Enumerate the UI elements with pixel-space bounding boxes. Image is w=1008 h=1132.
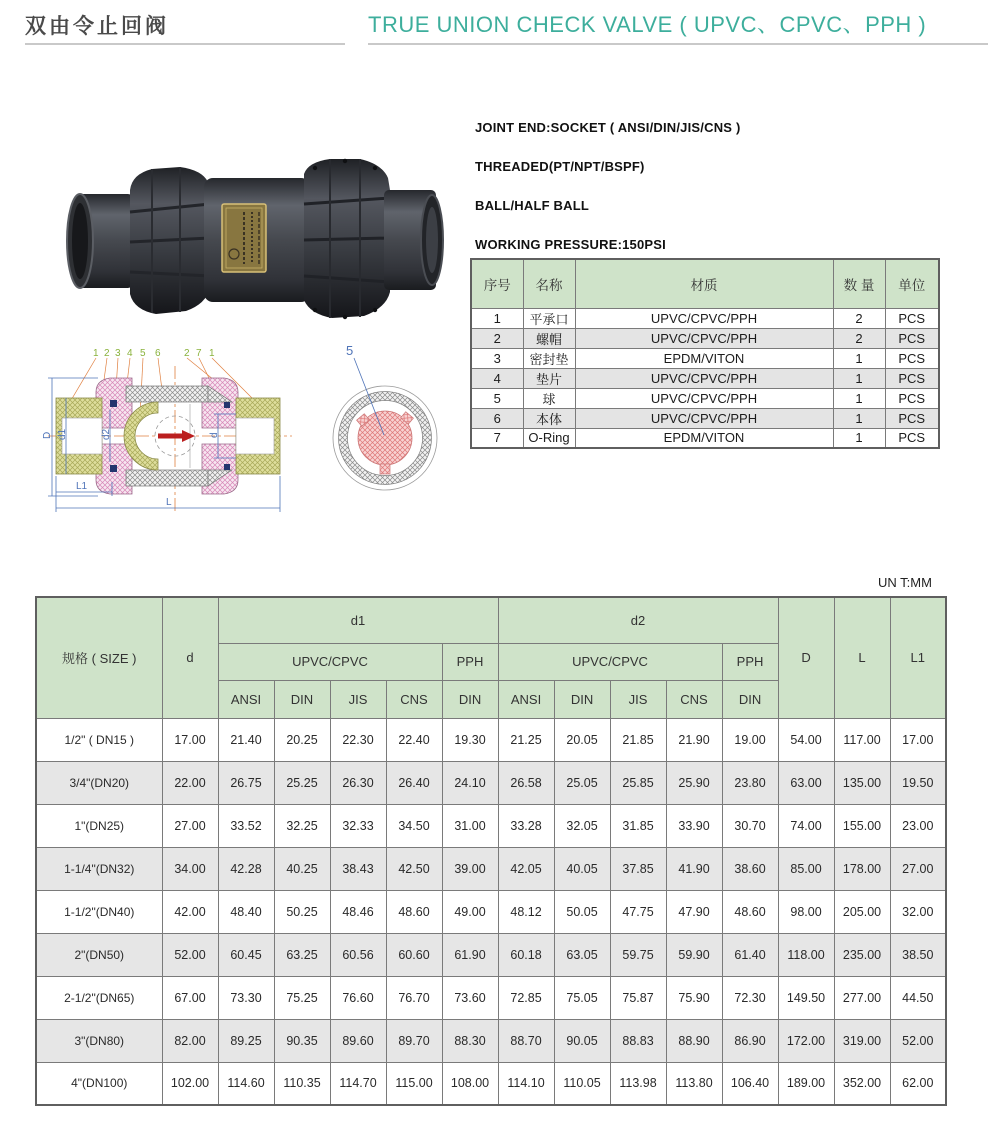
table-cell: 75.05 bbox=[554, 976, 610, 1019]
table-cell: 7 bbox=[471, 428, 523, 448]
parts-table-body bbox=[471, 308, 939, 448]
table-cell: 88.83 bbox=[610, 1019, 666, 1062]
part-number: 1 bbox=[93, 348, 99, 359]
table-cell: 319.00 bbox=[834, 1019, 890, 1062]
table-cell: 106.40 bbox=[722, 1062, 778, 1105]
table-cell: 33.52 bbox=[218, 804, 274, 847]
table-cell: 3"(DN80) bbox=[36, 1019, 162, 1062]
table-cell: 3 bbox=[471, 348, 523, 368]
standard-din-d1: DIN bbox=[274, 680, 330, 718]
table-cell: 34.00 bbox=[162, 847, 218, 890]
table-cell: UPVC/CPVC/PPH bbox=[575, 408, 833, 428]
column-header-size: 规格 ( SIZE ) bbox=[36, 597, 162, 718]
column-header-L1: L1 bbox=[890, 597, 946, 718]
table-cell: 38.43 bbox=[330, 847, 386, 890]
table-cell: 74.00 bbox=[778, 804, 834, 847]
table-cell: 平承口 bbox=[523, 308, 575, 328]
table-cell: 1-1/2"(DN40) bbox=[36, 890, 162, 933]
table-cell: 235.00 bbox=[834, 933, 890, 976]
table-cell: 54.00 bbox=[778, 718, 834, 761]
column-header-material: 材质 bbox=[575, 259, 833, 308]
page-title-chinese: 双由令止回阀 bbox=[25, 15, 169, 38]
unit-note: UN T:MM bbox=[878, 575, 932, 590]
table-cell: 114.70 bbox=[330, 1062, 386, 1105]
table-row bbox=[36, 933, 946, 976]
table-cell: 24.10 bbox=[442, 761, 498, 804]
table-cell: 1 bbox=[833, 368, 885, 388]
technical-drawing bbox=[40, 340, 470, 522]
table-cell: PCS bbox=[885, 388, 939, 408]
table-cell: 21.90 bbox=[666, 718, 722, 761]
table-cell: 19.00 bbox=[722, 718, 778, 761]
table-cell: 205.00 bbox=[834, 890, 890, 933]
table-cell: 98.00 bbox=[778, 890, 834, 933]
part-number: 1 bbox=[209, 348, 215, 359]
page-title-english: TRUE UNION CHECK VALVE ( UPVC、CPVC、PPH ) bbox=[368, 12, 927, 37]
part-number: 2 bbox=[104, 348, 110, 359]
table-cell: 60.18 bbox=[498, 933, 554, 976]
table-cell: 25.85 bbox=[610, 761, 666, 804]
table-cell: 75.25 bbox=[274, 976, 330, 1019]
table-cell: UPVC/CPVC/PPH bbox=[575, 328, 833, 348]
standard-ansi-d1: ANSI bbox=[218, 680, 274, 718]
table-row bbox=[36, 1019, 946, 1062]
table-row bbox=[36, 761, 946, 804]
spec-ball: BALL/HALF BALL bbox=[475, 198, 589, 213]
part-number: 7 bbox=[196, 348, 202, 359]
material-group-pph-d2: PPH bbox=[722, 643, 778, 680]
table-cell: 6 bbox=[471, 408, 523, 428]
column-header-unit: 单位 bbox=[885, 259, 939, 308]
table-cell: 17.00 bbox=[162, 718, 218, 761]
table-cell: 19.50 bbox=[890, 761, 946, 804]
table-cell: 22.30 bbox=[330, 718, 386, 761]
spec-working-pressure: WORKING PRESSURE:150PSI bbox=[475, 237, 666, 252]
table-cell: 86.90 bbox=[722, 1019, 778, 1062]
table-cell: 41.90 bbox=[666, 847, 722, 890]
table-row bbox=[36, 890, 946, 933]
title-underline-right bbox=[368, 43, 988, 45]
table-cell: 50.05 bbox=[554, 890, 610, 933]
column-header-no: 序号 bbox=[471, 259, 523, 308]
dim-d: d bbox=[209, 432, 220, 438]
photo-label bbox=[222, 204, 266, 272]
table-cell: 1/2" ( DN15 ) bbox=[36, 718, 162, 761]
table-cell: 42.00 bbox=[162, 890, 218, 933]
table-cell: 1 bbox=[471, 308, 523, 328]
table-cell: 90.35 bbox=[274, 1019, 330, 1062]
column-header-name: 名称 bbox=[523, 259, 575, 308]
table-cell: 49.00 bbox=[442, 890, 498, 933]
table-cell: 113.98 bbox=[610, 1062, 666, 1105]
part-number: 4 bbox=[127, 348, 133, 359]
table-cell: 螺帽 bbox=[523, 328, 575, 348]
table-cell: 102.00 bbox=[162, 1062, 218, 1105]
table-row bbox=[36, 847, 946, 890]
table-cell: UPVC/CPVC/PPH bbox=[575, 368, 833, 388]
valve-section-drawing bbox=[40, 340, 470, 522]
table-cell: 115.00 bbox=[386, 1062, 442, 1105]
end-view-callout: 5 bbox=[346, 343, 354, 358]
table-cell: 63.00 bbox=[778, 761, 834, 804]
dimension-table bbox=[35, 596, 947, 1106]
table-row bbox=[36, 1062, 946, 1105]
table-row bbox=[36, 718, 946, 761]
table-cell: 47.75 bbox=[610, 890, 666, 933]
table-cell: 48.40 bbox=[218, 890, 274, 933]
table-cell: 75.87 bbox=[610, 976, 666, 1019]
table-cell: 2"(DN50) bbox=[36, 933, 162, 976]
standard-din-pph-d1: DIN bbox=[442, 680, 498, 718]
parts-table-header-row bbox=[471, 259, 939, 308]
table-row bbox=[471, 308, 939, 328]
table-cell: 52.00 bbox=[162, 933, 218, 976]
part-number: 6 bbox=[155, 348, 161, 359]
table-cell: 23.80 bbox=[722, 761, 778, 804]
standard-jis-d1: JIS bbox=[330, 680, 386, 718]
table-cell: 26.58 bbox=[498, 761, 554, 804]
table-cell: 88.90 bbox=[666, 1019, 722, 1062]
table-cell: 76.70 bbox=[386, 976, 442, 1019]
table-cell: 19.30 bbox=[442, 718, 498, 761]
table-cell: 34.50 bbox=[386, 804, 442, 847]
table-cell: 48.46 bbox=[330, 890, 386, 933]
table-cell: PCS bbox=[885, 348, 939, 368]
valve-photo-illustration bbox=[60, 142, 445, 340]
table-cell: O-Ring bbox=[523, 428, 575, 448]
table-cell: 39.00 bbox=[442, 847, 498, 890]
table-row bbox=[471, 408, 939, 428]
table-cell: EPDM/VITON bbox=[575, 428, 833, 448]
table-cell: 33.28 bbox=[498, 804, 554, 847]
table-cell: 1 bbox=[833, 348, 885, 368]
table-cell: 1 bbox=[833, 408, 885, 428]
table-cell: 73.30 bbox=[218, 976, 274, 1019]
table-cell: 117.00 bbox=[834, 718, 890, 761]
column-header-L: L bbox=[834, 597, 890, 718]
standard-jis-d2: JIS bbox=[610, 680, 666, 718]
table-cell: 89.70 bbox=[386, 1019, 442, 1062]
table-cell: 3/4"(DN20) bbox=[36, 761, 162, 804]
table-cell: UPVC/CPVC/PPH bbox=[575, 388, 833, 408]
table-cell: 88.30 bbox=[442, 1019, 498, 1062]
table-row bbox=[36, 976, 946, 1019]
table-row bbox=[471, 368, 939, 388]
table-cell: 38.50 bbox=[890, 933, 946, 976]
dim-d2: d2 bbox=[101, 428, 112, 440]
column-header-D: D bbox=[778, 597, 834, 718]
table-cell: 118.00 bbox=[778, 933, 834, 976]
table-cell: UPVC/CPVC/PPH bbox=[575, 308, 833, 328]
table-cell: 40.25 bbox=[274, 847, 330, 890]
table-cell: 48.60 bbox=[386, 890, 442, 933]
table-cell: 42.50 bbox=[386, 847, 442, 890]
table-cell: 本体 bbox=[523, 408, 575, 428]
table-cell: 27.00 bbox=[162, 804, 218, 847]
part-number: 3 bbox=[115, 348, 121, 359]
table-cell: PCS bbox=[885, 368, 939, 388]
table-cell: 40.05 bbox=[554, 847, 610, 890]
table-cell: 178.00 bbox=[834, 847, 890, 890]
table-cell: 25.05 bbox=[554, 761, 610, 804]
table-cell: 89.25 bbox=[218, 1019, 274, 1062]
column-header-qty: 数 量 bbox=[833, 259, 885, 308]
table-cell: 63.25 bbox=[274, 933, 330, 976]
table-cell: 72.85 bbox=[498, 976, 554, 1019]
table-cell: 72.30 bbox=[722, 976, 778, 1019]
table-cell: 67.00 bbox=[162, 976, 218, 1019]
table-cell: 22.40 bbox=[386, 718, 442, 761]
part-number: 2 bbox=[184, 348, 190, 359]
table-cell: 1"(DN25) bbox=[36, 804, 162, 847]
table-cell: 密封垫 bbox=[523, 348, 575, 368]
table-cell: 63.05 bbox=[554, 933, 610, 976]
table-row bbox=[471, 328, 939, 348]
table-cell: PCS bbox=[885, 308, 939, 328]
standard-cns-d1: CNS bbox=[386, 680, 442, 718]
table-cell: 110.05 bbox=[554, 1062, 610, 1105]
table-cell: 2-1/2"(DN65) bbox=[36, 976, 162, 1019]
standard-cns-d2: CNS bbox=[666, 680, 722, 718]
table-cell: 155.00 bbox=[834, 804, 890, 847]
table-cell: 42.05 bbox=[498, 847, 554, 890]
table-cell: 23.00 bbox=[890, 804, 946, 847]
spec-joint-end: JOINT END:SOCKET ( ANSI/DIN/JIS/CNS ) bbox=[475, 120, 741, 135]
table-cell: 20.25 bbox=[274, 718, 330, 761]
table-cell: 352.00 bbox=[834, 1062, 890, 1105]
table-cell: 88.70 bbox=[498, 1019, 554, 1062]
table-cell: 48.60 bbox=[722, 890, 778, 933]
table-cell: PCS bbox=[885, 428, 939, 448]
table-cell: 27.00 bbox=[890, 847, 946, 890]
table-cell: 32.33 bbox=[330, 804, 386, 847]
column-group-d1: d1 bbox=[218, 597, 498, 643]
table-cell: 60.60 bbox=[386, 933, 442, 976]
table-cell: 25.25 bbox=[274, 761, 330, 804]
table-cell: 110.35 bbox=[274, 1062, 330, 1105]
table-cell: 30.70 bbox=[722, 804, 778, 847]
table-cell: 2 bbox=[471, 328, 523, 348]
table-cell: 73.60 bbox=[442, 976, 498, 1019]
table-cell: 59.90 bbox=[666, 933, 722, 976]
table-cell: 52.00 bbox=[890, 1019, 946, 1062]
material-group-upvc-d2: UPVC/CPVC bbox=[498, 643, 722, 680]
dim-L: L bbox=[166, 497, 172, 508]
table-cell: 1-1/4"(DN32) bbox=[36, 847, 162, 890]
table-cell: 球 bbox=[523, 388, 575, 408]
spec-list bbox=[475, 120, 995, 276]
table-cell: 2 bbox=[833, 308, 885, 328]
table-cell: 33.90 bbox=[666, 804, 722, 847]
table-cell: 89.60 bbox=[330, 1019, 386, 1062]
dimension-header-tier1 bbox=[36, 597, 946, 643]
material-group-pph-d1: PPH bbox=[442, 643, 498, 680]
table-cell: 135.00 bbox=[834, 761, 890, 804]
table-cell: 31.00 bbox=[442, 804, 498, 847]
title-underline-left bbox=[25, 43, 345, 45]
table-cell: 4 bbox=[471, 368, 523, 388]
table-cell: 61.40 bbox=[722, 933, 778, 976]
table-cell: 20.05 bbox=[554, 718, 610, 761]
table-cell: 60.45 bbox=[218, 933, 274, 976]
table-cell: 21.25 bbox=[498, 718, 554, 761]
table-cell: PCS bbox=[885, 408, 939, 428]
table-cell: 26.30 bbox=[330, 761, 386, 804]
table-cell: 62.00 bbox=[890, 1062, 946, 1105]
table-row bbox=[471, 348, 939, 368]
table-cell: 21.85 bbox=[610, 718, 666, 761]
table-cell: 26.75 bbox=[218, 761, 274, 804]
dim-L1: L1 bbox=[76, 481, 88, 492]
table-cell: EPDM/VITON bbox=[575, 348, 833, 368]
table-cell: 26.40 bbox=[386, 761, 442, 804]
table-cell: PCS bbox=[885, 328, 939, 348]
material-group-upvc-d1: UPVC/CPVC bbox=[218, 643, 442, 680]
table-cell: 114.10 bbox=[498, 1062, 554, 1105]
table-cell: 32.25 bbox=[274, 804, 330, 847]
table-cell: 85.00 bbox=[778, 847, 834, 890]
part-number: 5 bbox=[140, 348, 146, 359]
table-cell: 22.00 bbox=[162, 761, 218, 804]
table-row bbox=[471, 428, 939, 448]
table-cell: 21.40 bbox=[218, 718, 274, 761]
table-cell: 60.56 bbox=[330, 933, 386, 976]
end-view bbox=[333, 343, 437, 490]
standard-din-pph-d2: DIN bbox=[722, 680, 778, 718]
table-cell: 32.05 bbox=[554, 804, 610, 847]
table-cell: 5 bbox=[471, 388, 523, 408]
table-cell: 172.00 bbox=[778, 1019, 834, 1062]
table-cell: 277.00 bbox=[834, 976, 890, 1019]
table-cell: 47.90 bbox=[666, 890, 722, 933]
table-cell: 90.05 bbox=[554, 1019, 610, 1062]
spec-threaded: THREADED(PT/NPT/BSPF) bbox=[475, 159, 645, 174]
table-cell: 4"(DN100) bbox=[36, 1062, 162, 1105]
table-cell: 82.00 bbox=[162, 1019, 218, 1062]
table-cell: 37.85 bbox=[610, 847, 666, 890]
column-group-d2: d2 bbox=[498, 597, 778, 643]
table-cell: 50.25 bbox=[274, 890, 330, 933]
standard-ansi-d2: ANSI bbox=[498, 680, 554, 718]
table-cell: 48.12 bbox=[498, 890, 554, 933]
table-cell: 59.75 bbox=[610, 933, 666, 976]
table-cell: 垫片 bbox=[523, 368, 575, 388]
table-cell: 1 bbox=[833, 388, 885, 408]
part-number-labels bbox=[93, 348, 215, 359]
table-cell: 189.00 bbox=[778, 1062, 834, 1105]
table-cell: 44.50 bbox=[890, 976, 946, 1019]
table-row bbox=[36, 804, 946, 847]
table-cell: 108.00 bbox=[442, 1062, 498, 1105]
product-photo bbox=[60, 142, 445, 340]
table-cell: 75.90 bbox=[666, 976, 722, 1019]
table-cell: 17.00 bbox=[890, 718, 946, 761]
parts-table bbox=[470, 258, 940, 449]
table-cell: 114.60 bbox=[218, 1062, 274, 1105]
standard-din-d2: DIN bbox=[554, 680, 610, 718]
table-cell: 31.85 bbox=[610, 804, 666, 847]
table-row bbox=[471, 388, 939, 408]
table-cell: 113.80 bbox=[666, 1062, 722, 1105]
column-header-d: d bbox=[162, 597, 218, 718]
table-cell: 61.90 bbox=[442, 933, 498, 976]
table-cell: 32.00 bbox=[890, 890, 946, 933]
table-cell: 149.50 bbox=[778, 976, 834, 1019]
table-cell: 1 bbox=[833, 428, 885, 448]
table-cell: 2 bbox=[833, 328, 885, 348]
table-cell: 25.90 bbox=[666, 761, 722, 804]
dim-d1: d1 bbox=[57, 428, 68, 440]
dim-D: D bbox=[42, 431, 53, 439]
table-cell: 42.28 bbox=[218, 847, 274, 890]
table-cell: 76.60 bbox=[330, 976, 386, 1019]
table-cell: 38.60 bbox=[722, 847, 778, 890]
dimension-table-body bbox=[36, 718, 946, 1105]
